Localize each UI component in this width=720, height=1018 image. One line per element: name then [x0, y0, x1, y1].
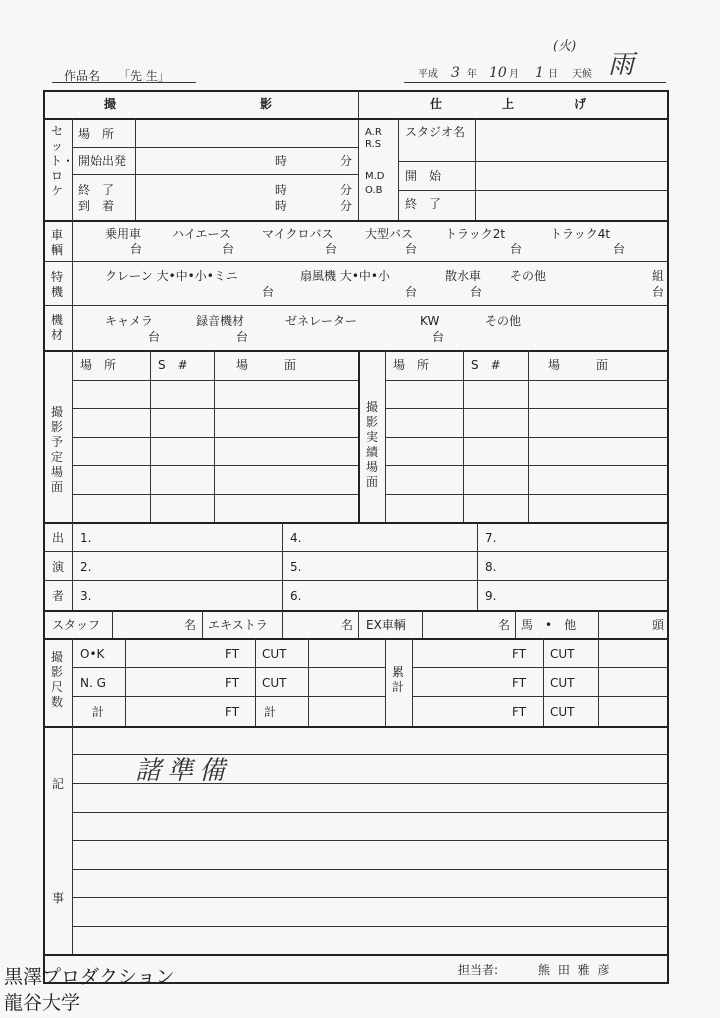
hour-3: 時	[275, 199, 288, 213]
col-line	[463, 350, 464, 522]
row-line	[43, 726, 669, 728]
row-line	[72, 380, 358, 381]
row-line	[72, 812, 669, 813]
row-line	[72, 494, 358, 495]
unit-5: 台	[510, 242, 523, 256]
col-line	[214, 350, 215, 522]
cast-side-3: 者	[52, 589, 65, 603]
ob-label: O.B	[365, 185, 383, 196]
ft-4: FT	[512, 647, 527, 661]
special-other-label: その他	[510, 269, 547, 283]
row-line	[72, 926, 669, 927]
cast-side-2: 演	[52, 560, 65, 574]
col-line	[72, 350, 73, 522]
col-line	[150, 350, 151, 522]
cut-2: CUT	[262, 676, 287, 690]
shooting-header: 撮 影	[104, 97, 273, 111]
studio-label: スタジオ名	[405, 125, 466, 139]
row-line	[412, 696, 669, 697]
row-line	[43, 638, 669, 640]
row-line	[43, 610, 669, 612]
col-line	[72, 220, 73, 350]
col-line	[125, 638, 126, 726]
extra-label: エキストラ	[208, 618, 268, 632]
special-side-label: 特機	[50, 270, 63, 299]
hour-2: 時	[275, 183, 288, 197]
vehicle-truck2: トラック2t	[445, 227, 506, 241]
crane-label: クレーン 大•中•小•ミニ	[105, 269, 238, 283]
actual-col-s: S #	[471, 358, 501, 372]
weather-label: 天候	[572, 69, 592, 80]
col-line	[282, 522, 283, 610]
equipment-unit-2: 台	[236, 330, 249, 344]
form-frame	[43, 90, 669, 984]
row-line	[72, 437, 358, 438]
special-unit-4: 台	[652, 285, 665, 299]
col-line	[202, 610, 203, 638]
row-line	[72, 174, 358, 175]
unit-4: 台	[405, 242, 418, 256]
watermark-line-1: 黒澤プロダクション	[4, 966, 175, 988]
manager-label: 担当者:	[458, 963, 499, 977]
cast-4: 4.	[290, 531, 302, 545]
row-line	[43, 954, 669, 956]
minute-3: 分	[340, 199, 353, 213]
ft-3: FT	[225, 705, 240, 719]
col-line	[255, 638, 256, 726]
cast-3: 3.	[80, 589, 92, 603]
col-line	[72, 638, 73, 726]
cast-2: 2.	[80, 560, 92, 574]
day-value: 1	[535, 65, 544, 81]
col-line	[72, 118, 73, 220]
col-line	[385, 638, 386, 726]
footage-side-label: 撮影尺数	[50, 650, 63, 709]
unit-1: 台	[130, 242, 143, 256]
row-line	[43, 522, 669, 524]
ex-vehicle-label: EX車輌	[366, 618, 406, 632]
row-line	[43, 261, 669, 262]
notes-handwritten: 諸準備	[135, 756, 232, 786]
rs-label: R.S	[365, 139, 382, 150]
equipment-unit-3: 台	[432, 330, 445, 344]
col-line	[475, 118, 476, 220]
row-line	[72, 147, 358, 148]
arrive-label: 到 着	[78, 199, 115, 213]
date-underline	[404, 82, 666, 83]
cut-5: CUT	[550, 705, 575, 719]
fan-label: 扇風機 大•中•小	[300, 269, 390, 283]
col-line	[72, 522, 73, 610]
col-line	[358, 610, 359, 638]
col-line	[282, 610, 283, 638]
equipment-unit-1: 台	[148, 330, 161, 344]
row-line	[412, 667, 669, 668]
col-line	[477, 522, 478, 610]
water-label: 散水車	[445, 269, 482, 283]
actual-side-label: 撮影実績場面	[365, 400, 378, 489]
year-unit: 年	[467, 69, 477, 80]
head-label: 頭	[652, 618, 665, 632]
row-line	[43, 220, 669, 222]
set-unit: 組	[652, 269, 665, 283]
start-label: 開始出発	[78, 154, 127, 168]
ar-label: A.R	[365, 127, 382, 138]
cut-total-label: 計	[264, 705, 277, 719]
planned-side-label: 撮影予定場面	[50, 405, 63, 494]
special-unit-1: 台	[262, 285, 275, 299]
vehicle-truck4: トラック4t	[550, 227, 611, 241]
hour-1: 時	[275, 154, 288, 168]
total-label: 計	[92, 705, 105, 719]
col-line	[398, 118, 399, 220]
cast-7: 7.	[485, 531, 497, 545]
work-title: 「先 生」	[118, 69, 170, 83]
row-line	[72, 408, 358, 409]
row-line	[72, 754, 669, 755]
ft-5: FT	[512, 676, 527, 690]
cut-3: CUT	[550, 647, 575, 661]
equipment-other-label: その他	[485, 314, 522, 328]
col-line	[515, 610, 516, 638]
row-line	[43, 118, 669, 120]
special-unit-2: 台	[405, 285, 418, 299]
row-line	[72, 667, 385, 668]
minute-1: 分	[340, 154, 353, 168]
row-line	[43, 350, 669, 352]
col-line	[308, 638, 309, 726]
cast-9: 9.	[485, 589, 497, 603]
camera-label: キャメラ	[105, 314, 154, 328]
cast-6: 6.	[290, 589, 302, 603]
cast-side-1: 出	[52, 531, 65, 545]
ft-1: FT	[225, 647, 240, 661]
month-value: 10	[489, 65, 507, 81]
ft-2: FT	[225, 676, 240, 690]
vehicles-side-label: 車輌	[50, 228, 63, 257]
cut-4: CUT	[550, 676, 575, 690]
staff-label: スタッフ	[52, 618, 101, 632]
unit-6: 台	[613, 242, 626, 256]
staff-mei-3: 名	[498, 618, 511, 632]
actual-col-place: 場 所	[393, 358, 430, 372]
recorder-label: 録音機材	[196, 314, 245, 328]
generator-label: ゼネレーター	[285, 314, 358, 328]
weekday-value: (火)	[553, 39, 577, 54]
cast-1: 1.	[80, 531, 92, 545]
staff-mei-1: 名	[184, 618, 197, 632]
row-line	[72, 696, 385, 697]
vehicle-hiace: ハイエース	[172, 227, 231, 241]
col-line	[598, 638, 599, 726]
work-underline	[52, 82, 196, 83]
unit-3: 台	[325, 242, 338, 256]
end-label: 終 了	[78, 183, 115, 197]
col-line	[422, 610, 423, 638]
row-line	[72, 840, 669, 841]
finishing-header: 仕 上 げ	[430, 97, 587, 111]
row-line	[385, 494, 669, 495]
horse-label: 馬 • 他	[521, 618, 577, 632]
row-line	[385, 465, 669, 466]
cut-1: CUT	[262, 647, 287, 661]
row-line	[72, 897, 669, 898]
row-line	[43, 551, 669, 552]
header-divider	[358, 90, 359, 220]
work-label: 作品名	[64, 69, 101, 83]
unit-2: 台	[222, 242, 235, 256]
place-label: 場 所	[78, 127, 115, 141]
col-line	[543, 638, 544, 726]
day-unit: 日	[548, 69, 558, 80]
weather-value: 雨	[608, 50, 635, 80]
row-line	[43, 580, 669, 581]
row-line	[72, 465, 358, 466]
watermark-line-2: 龍谷大学	[4, 992, 81, 1014]
col-line	[528, 350, 529, 522]
planned-col-place: 場 所	[80, 358, 117, 372]
row-line	[385, 408, 669, 409]
col-line	[385, 350, 386, 522]
notes-side-2: 事	[52, 891, 65, 905]
col-line	[112, 610, 113, 638]
shuryo-label: 終 了	[405, 197, 442, 211]
col-line	[598, 610, 599, 638]
month-unit: 月	[509, 69, 519, 80]
col-line	[135, 118, 136, 220]
cumulative-label: 累計	[391, 665, 404, 694]
set-loc-side-label: セット・ロケ	[50, 124, 75, 198]
planned-col-scene: 場 面	[236, 358, 297, 372]
col-line	[358, 350, 360, 522]
notes-side-1: 記	[52, 777, 65, 791]
special-unit-3: 台	[470, 285, 483, 299]
minute-2: 分	[340, 183, 353, 197]
cast-8: 8.	[485, 560, 497, 574]
manager-name: 熊 田 雅 彦	[538, 963, 612, 977]
col-line	[412, 638, 413, 726]
planned-col-s: S #	[158, 358, 188, 372]
cast-5: 5.	[290, 560, 302, 574]
kw-label: KW	[420, 314, 440, 328]
row-line	[398, 190, 669, 191]
ok-label: O•K	[80, 647, 105, 661]
row-line	[43, 305, 669, 306]
vehicle-microbus: マイクロバス	[262, 227, 334, 241]
year-value: 3	[451, 65, 460, 81]
md-label: M.D	[365, 171, 385, 182]
staff-mei-2: 名	[341, 618, 354, 632]
ng-label: N. G	[80, 676, 106, 690]
row-line	[398, 161, 669, 162]
kaishi-label: 開 始	[405, 169, 442, 183]
row-line	[72, 869, 669, 870]
era-label: 平成	[418, 69, 438, 80]
row-line	[385, 380, 669, 381]
equipment-side-label: 機材	[50, 313, 63, 342]
row-line	[385, 437, 669, 438]
actual-col-scene: 場 面	[548, 358, 609, 372]
ft-6: FT	[512, 705, 527, 719]
vehicle-sedan: 乗用車	[105, 227, 142, 241]
vehicle-bus: 大型バス	[365, 227, 414, 241]
